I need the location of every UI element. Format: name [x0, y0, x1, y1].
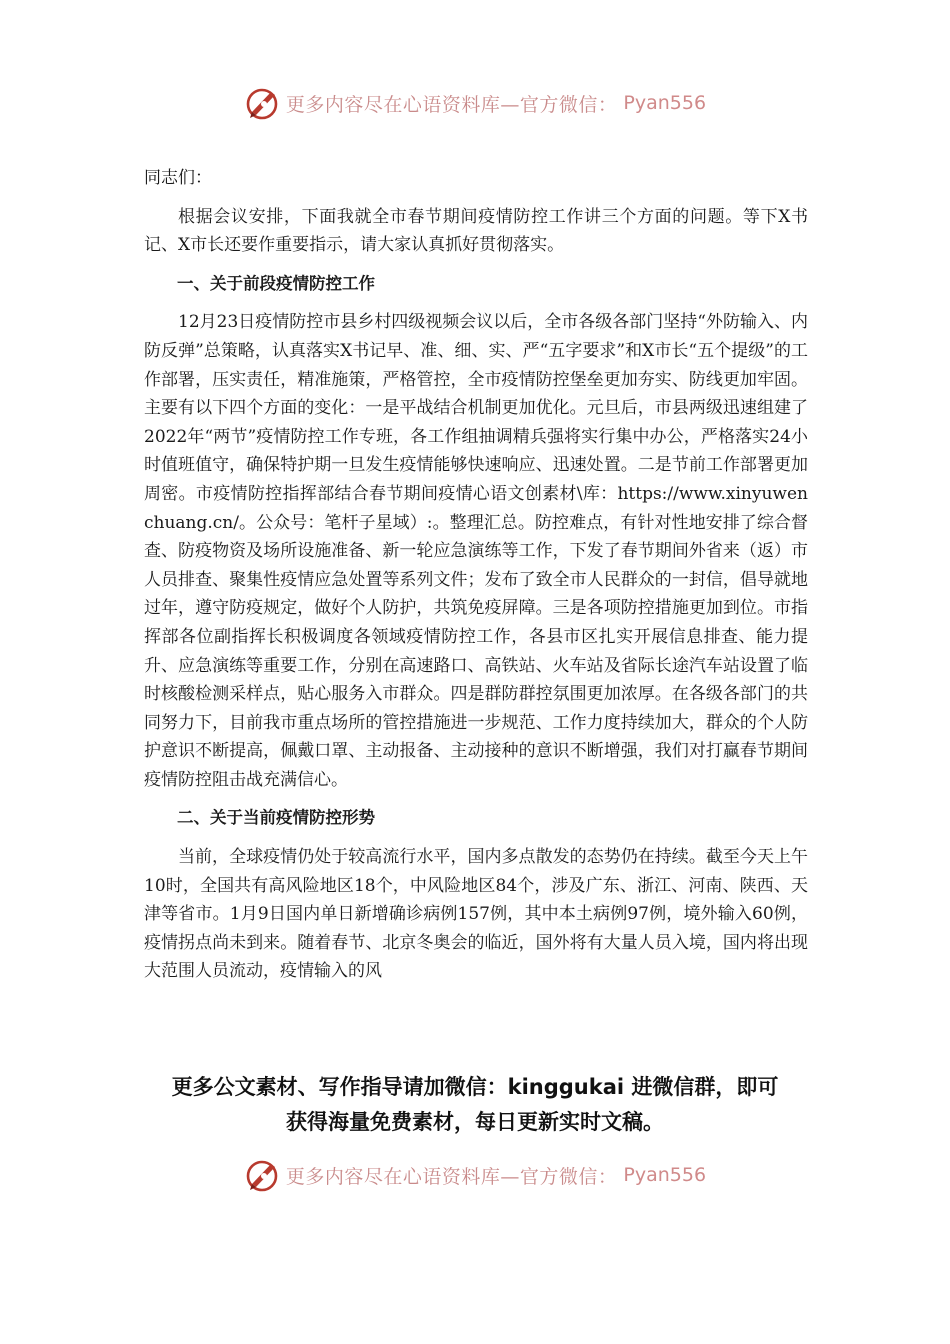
- intro-paragraph: 根据会议安排，下面我就全市春节期间疫情防控工作讲三个方面的问题。等下X书记、X市长还要作重要指示，请大家认真抓好贯彻落实。: [144, 206, 808, 256]
- banner-wechat-id: Pyan556: [623, 1164, 707, 1186]
- section1-paragraph: 12月23日疫情防控市县乡村四级视频会议以后，全市各级各部门坚持“外防输入、内防反弹”总策略，认真落实X书记早、准、细、实、严“五字要求”和X市长“五个提级”的工作部署，压实责任，精准施策，严格管控，全市疫情防控堡垒更加夯实、防线更加牢固。主要有以下四个方面的变化：一是平战结合机制更加优化。元旦后，市县两级迅速组建了2022年“两节”疫情防控工作专班，各工作组抽调精兵强将实行集中办公，严格落实24小时值班值守，确保特护期一旦发生疫情能够快速响应、迅速处置。二是节前工作部署更加周密。市疫情防控指挥部结合春节期间疫情心语文创素材\库：https://www.xinyuwenchuang.cn/。公众号：笔杆子星域）:。整理汇总。防控难点，有针对性地安排了综合督查、防疫物资及场所设施准备、新一轮应急演练等工作，下发了春节期间外省来（返）市人员排查、聚集性疫情应急处置等系列文件；发布了致全市人民群众的一封信，倡导就地过年，遵守防疫规定，做好个人防护，共筑免疫屏障。三是各项防控措施更加到位。市指挥部各位副指挥长积极调度各领域疫情防控工作，各县市区扎实开展信息排查、能力提升、应急演练等重要工作，分别在高速路口、高铁站、火车站及省际长途汽车站设置了临时核酸检测采样点，贴心服务入市群众。四是群防群控氛围更加浓厚。在各级各部门的共同努力下，目前我市重点场所的管控措施进一步规范、工作力度持续加大，群众的个人防护意识不断提高，佩戴口罩、主动报备、主动接种的意识不断增强，我们对打赢春节期间疫情防控阻击战充满信心。: [144, 312, 808, 790]
- header-banner: [0, 83, 950, 123]
- banner-text: 更多内容尽在心语资料库—官方微信：: [285, 1165, 618, 1188]
- document-body: [144, 164, 808, 996]
- banner-text: 更多内容尽在心语资料库—官方微信：: [285, 93, 618, 116]
- promo-block: [130, 1070, 820, 1140]
- section2-heading: 二、关于当前疫情防控形势: [177, 808, 375, 828]
- section1-heading: 一、关于前段疫情防控工作: [177, 273, 375, 293]
- section2-paragraph: 当前，全球疫情仍处于较高流行水平，国内多点散发的态势仍在持续。截至今天上午10时，全国共有高风险地区18个，中风险地区84个，涉及广东、浙江、河南、陕西、天津等省市。1月9日国内单日新增确诊病例157例，其中本土病例97例，境外输入60例，疫情拐点尚未到来。随着春节、北京冬奥会的临近，国外将有大量人员入境，国内将出现大范围人员流动，疫情输入的风: [144, 847, 808, 982]
- footer-banner: [0, 1155, 950, 1195]
- promo-line-1: 更多公文素材、写作指导请加微信：kinggukai 进微信群，即可: [171, 1075, 779, 1099]
- banner-wechat-id: Pyan556: [623, 92, 707, 114]
- pen-logo-icon: [244, 1157, 280, 1193]
- pen-logo-icon: [244, 85, 280, 121]
- salutation: 同志们：: [144, 168, 212, 188]
- promo-line-2: 获得海量免费素材，每日更新实时文稿。: [286, 1110, 664, 1134]
